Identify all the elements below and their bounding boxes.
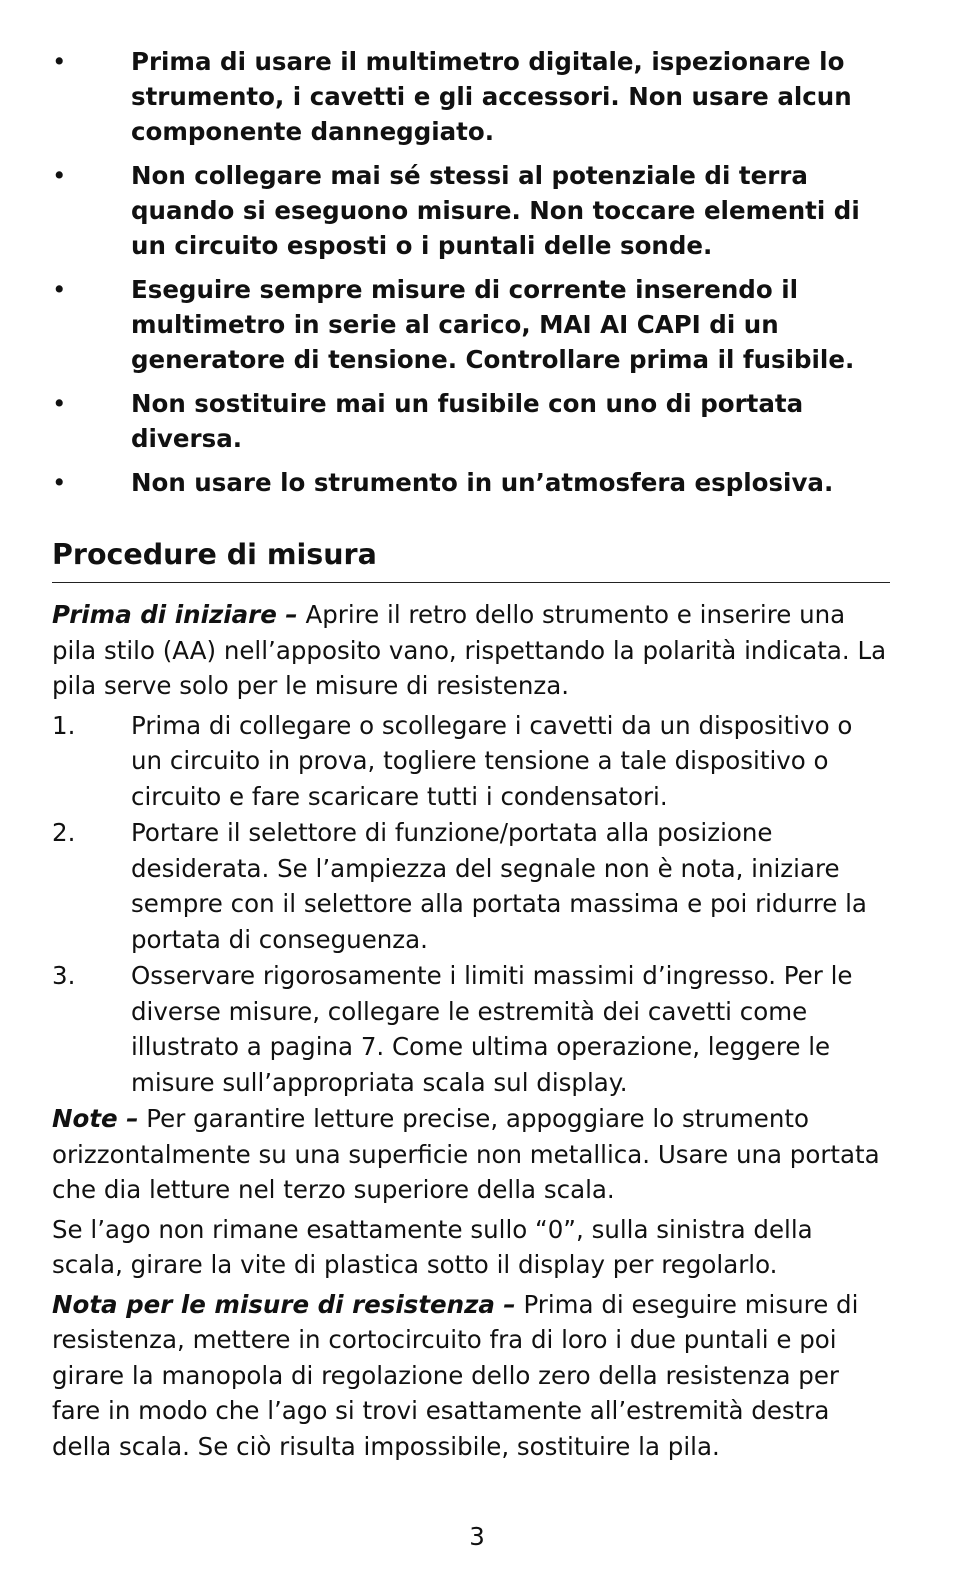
note-text: Per garantire letture precise, appoggiare lo strumento orizzontalmente su una superficie non metallica. Usare una portata che dia letture nel terzo superiore della scala.	[52, 1104, 880, 1204]
warning-item	[52, 272, 890, 377]
resistance-note-text: Prima di eseguire misure di resistenza, mettere in cortocircuito fra di loro i due puntali e poi girare la manopola di regolazione dello zero della resistenza per fare in modo che l’ago si trovi esattamente all’estremità destra della scala. Se ciò risulta impossibile, sostituire la pila.	[52, 1289, 859, 1461]
note-paragraph	[52, 1101, 890, 1208]
warning-item	[52, 158, 890, 263]
procedure-step	[52, 708, 890, 815]
warning-item	[52, 465, 890, 500]
bullet-icon: •	[52, 389, 67, 418]
step-number: 3.	[52, 961, 76, 990]
warning-item	[52, 386, 890, 456]
step-number: 2.	[52, 818, 76, 847]
resistance-note-paragraph	[52, 1287, 890, 1465]
warning-text: Prima di usare il multimetro digitale, ispezionare lo strumento, i cavetti e gli accessori. Non usare alcun componente danneggiato.	[131, 47, 852, 146]
procedure-step	[52, 815, 890, 957]
bullet-icon: •	[52, 468, 67, 497]
resistance-note-lead: Nota per le misure di resistenza –	[52, 1289, 516, 1319]
note-lead: Note –	[52, 1104, 139, 1133]
procedure-step	[52, 958, 890, 1100]
bullet-icon: •	[52, 161, 67, 190]
step-text: Osservare rigorosamente i limiti massimi d’ingresso. Per le diverse misure, collegare le estremità dei cavetti come illustrato a pagina 7. Come ultima operazione, leggere le misure sull’appropriata scala sul display.	[131, 961, 853, 1097]
step-text: Portare il selettore di funzione/portata alla posizione desiderata. Se l’ampiezza del segnale non è nota, iniziare sempre con il selettore alla portata massima e poi ridurre la portata di conseguenza.	[131, 818, 867, 954]
section-heading: Procedure di misura	[52, 535, 890, 583]
safety-warnings-list	[52, 44, 890, 500]
document-page	[52, 44, 890, 1464]
warning-text: Non sostituire mai un fusibile con uno di portata diversa.	[131, 389, 804, 453]
warning-text: Eseguire sempre misure di corrente inserendo il multimetro in serie al carico, MAI AI CAPI di un generatore di tensione. Controllare prima il fusibile.	[131, 275, 855, 374]
warning-text: Non usare lo strumento in un’atmosfera esplosiva.	[131, 468, 834, 497]
procedure-steps-list	[52, 708, 890, 1101]
warning-item	[52, 44, 890, 149]
step-number: 1.	[52, 710, 76, 740]
page-number: 3	[469, 1522, 485, 1551]
bullet-icon: •	[52, 47, 67, 76]
step-text: Prima di collegare o scollegare i cavetti da un dispositivo o un circuito in prova, togliere tensione a tale dispositivo o circuito e fare scaricare tutti i condensatori.	[131, 710, 853, 811]
intro-lead: Prima di iniziare –	[52, 600, 298, 629]
warning-text: Non collegare mai sé stessi al potenziale di terra quando si eseguono misure. Non toccare elementi di un circuito esposti o i puntali delle sonde.	[131, 161, 860, 260]
zero-adjust-paragraph: Se l’ago non rimane esattamente sullo “0”, sulla sinistra della scala, girare la vite di plastica sotto il display per regolarlo.	[52, 1214, 813, 1279]
bullet-icon: •	[52, 275, 67, 304]
intro-text: Aprire il retro dello strumento e inserire una pila stilo (AA) nell’apposito vano, rispettando la polarità indicata. La pila serve solo per le misure di resistenza.	[52, 600, 887, 700]
intro-paragraph	[52, 597, 890, 704]
